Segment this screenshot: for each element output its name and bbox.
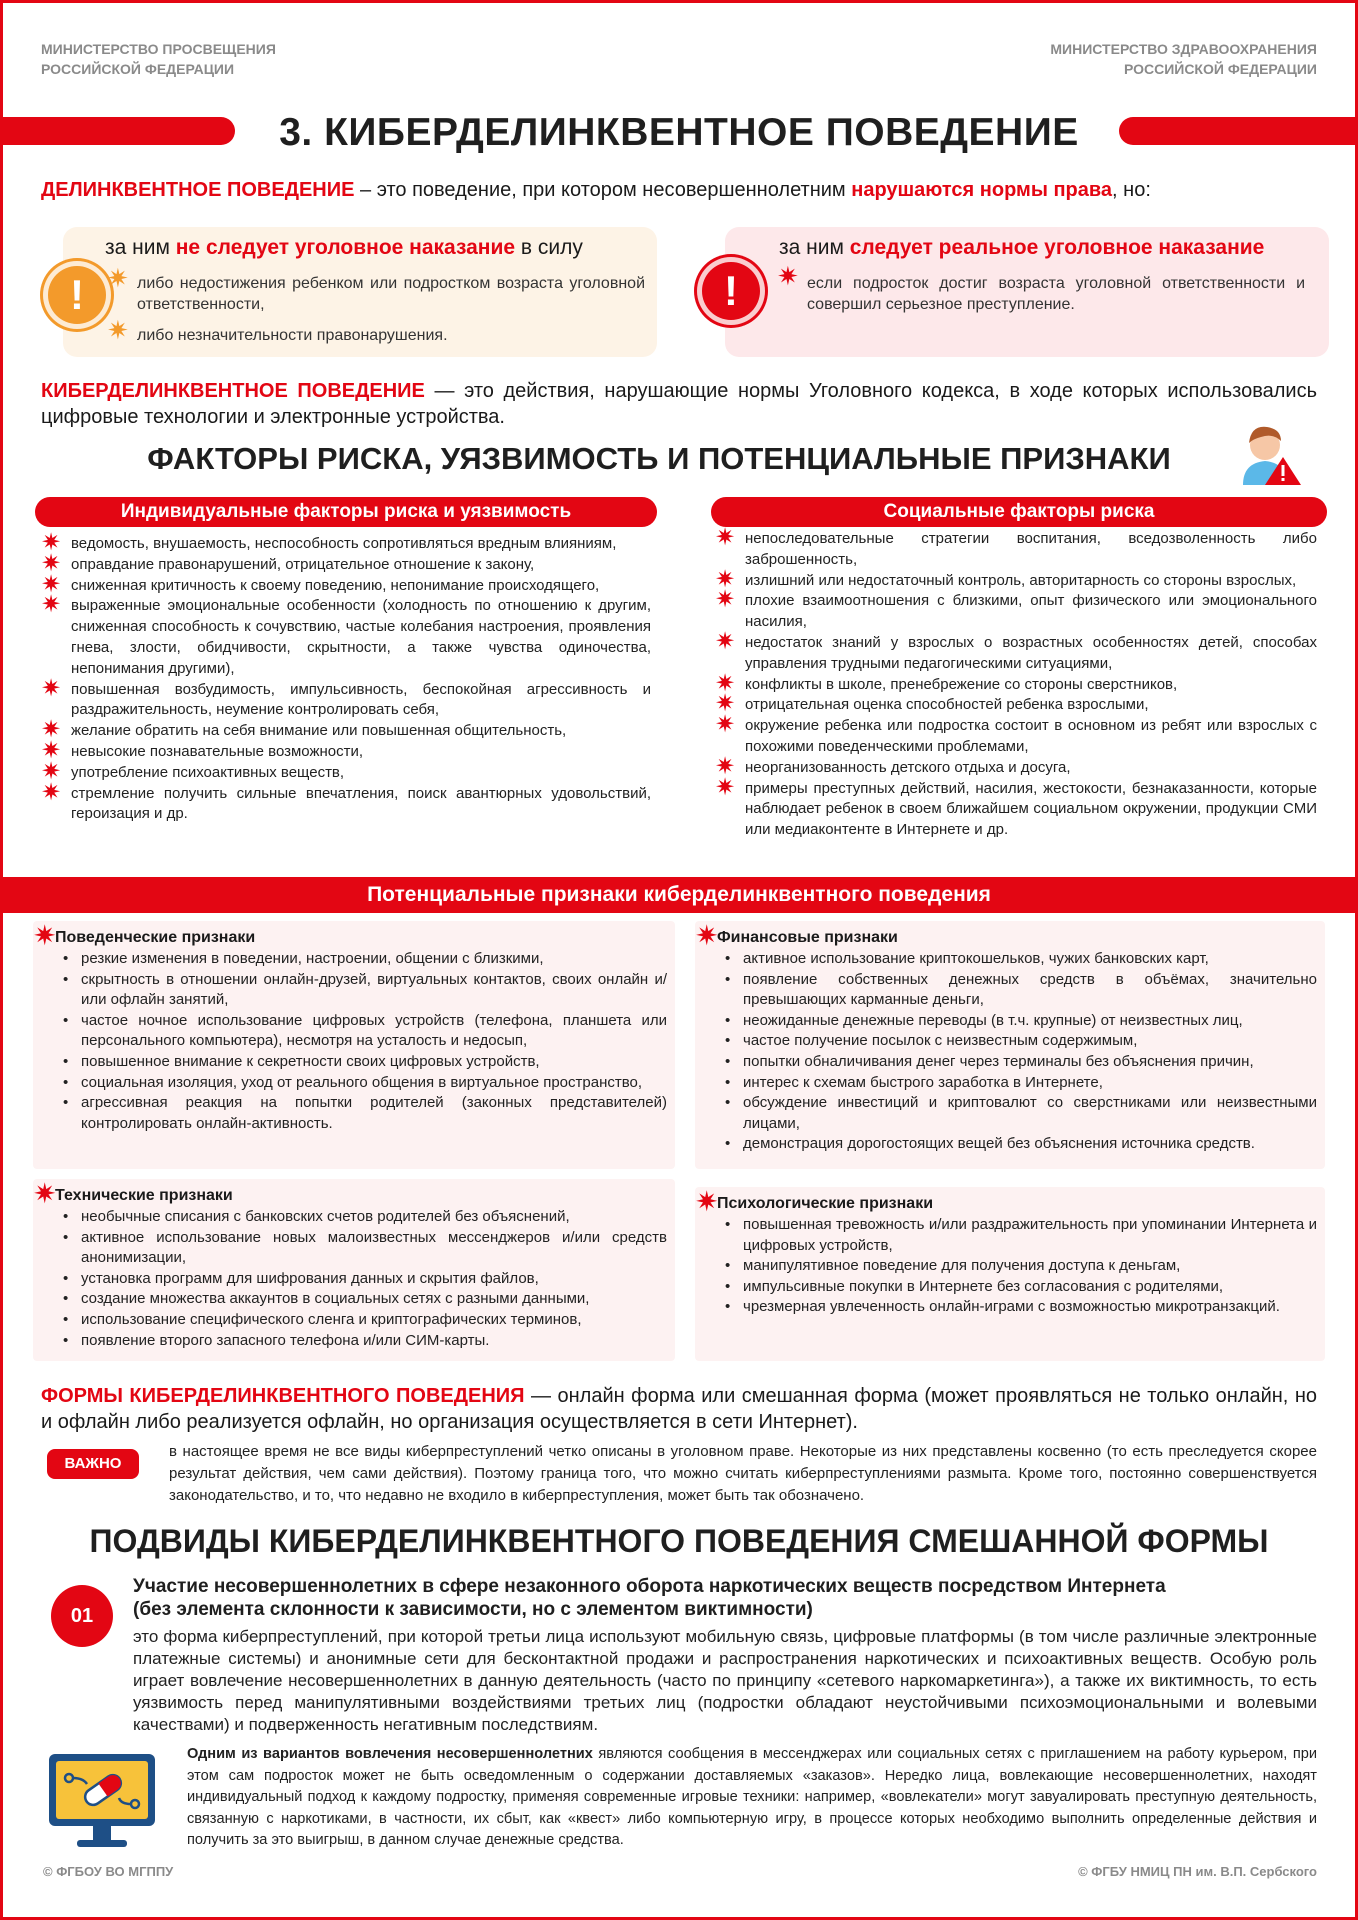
- individual-item-8: стремление получить сильные впечатления, поиск авантюрных удовольствий, героизация и др.: [71, 784, 651, 823]
- social-item-8: примеры преступных действий, насилия, жестокости, безнаказанности, которые наблюдает ребенок в своем ближайшем социальном окружении, продукции СМИ или медиаконтенте в Интернете и др.: [745, 779, 1317, 839]
- delinquent-text: – это поведение, при котором несовершеннолетним: [354, 179, 852, 201]
- card-right-head-key: следует реальное уголовное наказание: [849, 236, 1265, 259]
- no-punishment-heading: [105, 235, 583, 261]
- behavioral-signs-box: [33, 921, 675, 1169]
- list-item: • демонстрация дорогостоящих вещей без объяснения источника средств.: [715, 1134, 1317, 1155]
- list-item: • агрессивная реакция на попытки родителей (законных представителей) контролировать онлайн-активность.: [53, 1093, 667, 1134]
- ministry-health-label: [1050, 39, 1317, 79]
- list-item: [39, 757, 651, 785]
- psychological-signs-title: Психологические признаки: [717, 1195, 934, 1212]
- sparkle-icon: ✷: [695, 920, 719, 951]
- individual-item-5: желание обратить на себя внимание или повышенная общительность,: [71, 722, 567, 740]
- potential-signs-band: Потенциальные признаки киберделинквентного поведения: [3, 877, 1355, 913]
- behavioral-signs-list: [53, 949, 667, 1134]
- list-item: [713, 524, 1317, 571]
- cyber-term: КИБЕРДЕЛИНКВЕНТНОЕ ПОВЕДЕНИЕ: [41, 380, 425, 402]
- ministry-left-line1: МИНИСТЕРСТВО ПРОСВЕЩЕНИЯ: [41, 41, 276, 57]
- list-item: [713, 586, 1317, 633]
- technical-signs-box: [33, 1179, 675, 1361]
- financial-signs-box: [695, 921, 1325, 1169]
- person-warning-icon: [1233, 417, 1305, 487]
- list-item: [39, 674, 651, 722]
- forms-definition: [41, 1383, 1317, 1435]
- list-item: [39, 549, 651, 577]
- sparkle-icon: ✷: [41, 591, 62, 619]
- ministry-education-label: [41, 39, 276, 79]
- individual-item-6: невысокие познавательные возможности,: [71, 742, 364, 760]
- warning-icon: !: [43, 261, 111, 329]
- social-factors-title: Социальные факторы риска: [711, 497, 1327, 527]
- delinquent-text-end: , но:: [1112, 179, 1151, 201]
- list-item: • интерес к схемам быстрого заработка в Интернете,: [715, 1073, 1317, 1094]
- social-item-2: плохие взаимоотношения с близкими, опыт физического или эмоционального насилия,: [745, 592, 1317, 631]
- social-item-4: конфликты в школе, пренебрежение со стороны сверстников,: [745, 675, 1178, 693]
- list-item: • установка программ для шифрования данных и скрытия файлов,: [53, 1269, 667, 1290]
- social-item-3: недостаток знаний у взрослых о возрастных особенностях детей, способах управления трудными педагогическими ситуациями,: [745, 633, 1317, 672]
- list-item: • попытки обналичивания денег через терминалы без объяснения причин,: [715, 1052, 1317, 1073]
- list-item: • активное использование новых малоизвестных мессенджеров и/или средств анонимизации,: [53, 1228, 667, 1269]
- sparkle-icon: ✷: [695, 1186, 719, 1217]
- sparkle-icon: ✷: [41, 736, 62, 764]
- behavioral-signs-title: Поведенческие признаки: [55, 929, 256, 946]
- sparkle-icon: ✷: [715, 524, 736, 551]
- warning-icon: !: [697, 257, 765, 325]
- list-item: [39, 529, 651, 556]
- list-item: • чрезмерная увлеченность онлайн-играми с возможностью микротранзакций.: [715, 1297, 1317, 1318]
- list-item: [713, 690, 1317, 718]
- sparkle-icon: ✷: [41, 570, 62, 598]
- psychological-signs-box: [695, 1187, 1325, 1361]
- subtypes-title: ПОДВИДЫ КИБЕРДЕЛИНКВЕНТНОГО ПОВЕДЕНИЯ СМЕШАННОЙ ФОРМЫ: [89, 1523, 1269, 1559]
- individual-item-0: ведомость, внушаемость, неспособность сопротивляться вредным влияниям,: [71, 535, 617, 552]
- list-item: • появление второго запасного телефона и/или СИМ-карты.: [53, 1331, 667, 1352]
- list-item: • создание множества аккаунтов в социальных сетях с разными данными,: [53, 1289, 667, 1310]
- real-punishment-item: если подросток достиг возраста уголовной ответственности и совершил серьезное преступление.: [807, 275, 1305, 313]
- social-item-6: окружение ребенка или подростка состоит в основном из ребят или взрослых с похожими поведенческими проблемами,: [745, 717, 1317, 755]
- individual-item-4: повышенная возбудимость, импульсивность, беспокойная агрессивность и раздражительность, неумение контролировать себя,: [71, 680, 651, 719]
- list-item: [39, 736, 651, 764]
- individual-item-2: сниженная критичность к своему поведению, непонимание происходящего,: [71, 576, 600, 594]
- list-item: • частое ночное использование цифровых устройств (телефона, планшета или персонального компьютера), несмотря на усталость и недосып,: [53, 1011, 667, 1052]
- list-item: • неожиданные денежные переводы (в т.ч. крупные) от неизвестных лиц,: [715, 1011, 1317, 1032]
- list-item: • скрытность в отношении онлайн-друзей, виртуальных контактов, своих онлайн и/или офлайн занятий,: [53, 970, 667, 1011]
- technical-signs-list: [53, 1207, 667, 1351]
- sparkle-icon: ✷: [715, 711, 736, 739]
- social-item-0: непоследовательные стратегии воспитания, вседозволенность либо заброшенность,: [745, 530, 1317, 568]
- sparkle-icon: ✷: [41, 549, 62, 577]
- sparkle-icon: ✷: [41, 716, 62, 744]
- variant-bold: Одним из вариантов вовлечения несовершеннолетних: [187, 1746, 593, 1762]
- list-item: [39, 778, 651, 826]
- sparkle-icon: ✷: [715, 669, 736, 697]
- card-right-head-pre: за ним: [779, 236, 850, 259]
- sparkle-icon: ✷: [41, 674, 62, 702]
- sparkle-icon: ✷: [777, 261, 799, 291]
- sparkle-icon: ✷: [41, 529, 62, 556]
- list-item: • повышенная тревожность и/или раздражительность при упоминании Интернета и цифровых устройств,: [715, 1215, 1317, 1256]
- sparkle-icon: ✷: [715, 565, 736, 593]
- involvement-variant-text: [187, 1744, 1317, 1852]
- psychological-signs-list: [715, 1215, 1317, 1318]
- card-left-head-key: не следует уголовное наказание: [175, 236, 516, 259]
- list-item: • использование специфического сленга и криптографических терминов,: [53, 1310, 667, 1331]
- cyber-text: — это действия, нарушающие нормы Уголовного кодекса, в ходе которых использовались цифровые технологии и электронные устройства.: [41, 380, 1317, 428]
- list-item: [713, 711, 1317, 758]
- individual-factors-list: [39, 529, 651, 825]
- sparkle-icon: ✷: [33, 1178, 57, 1209]
- title-bar: [3, 111, 1355, 157]
- individual-factors-title: Индивидуальные факторы риска и уязвимость: [35, 497, 657, 527]
- social-item-5: отрицательная оценка способностей ребенка взрослыми,: [745, 696, 1149, 714]
- delinquent-definition: [41, 177, 1317, 203]
- footer-copyright-left: © ФГБОУ ВО МГППУ: [43, 1864, 174, 1879]
- page-title: 3. КИБЕРДЕЛИНКВЕНТНОЕ ПОВЕДЕНИЕ: [279, 111, 1079, 154]
- social-factors-list: [713, 524, 1317, 841]
- list-item: [713, 752, 1317, 780]
- technical-signs-title: Технические признаки: [55, 1187, 233, 1204]
- sparkle-icon: ✷: [715, 752, 736, 780]
- sparkle-icon: ✷: [107, 263, 129, 293]
- important-note: в настоящее время не все виды киберпреступлений четко описаны в уголовном праве. Некоторые из них представлены косвенно (то есть преследуется скорее результат действия, чем сами действия). Поэтому граница того, что можно считать киберпреступлениями размыта. Кроме того, постоянно совершенствуется законодательство, и то, что недавно не входило в киберпреступления, может быть так обозначено.: [169, 1443, 1317, 1504]
- delinquent-highlight: нарушаются нормы права: [851, 179, 1113, 201]
- individual-item-7: употребление психоактивных веществ,: [71, 763, 345, 781]
- variant-text: являются сообщения в мессенджерах или социальных сетях с приглашением на работу курьером, при этом сам подросток может не быть осведомленным о содержании доставляемых «заказов». Нередко лица, вовлекающие несовершеннолетних, находят индивидуальный подход к каждому подростку, применяя современные игровые техники: например, «вовлекатели» могут завуалировать преступную деятельность, связанную с наркотиками, в частности, их сбыт, как «квест» либо компьютерную игру, в процессе которых необходимо выполнить определенные действия и получить за это выигрыш, в данном случае денежные средства.: [187, 1746, 1317, 1849]
- ministry-left-line2: РОССИЙСКОЙ ФЕДЕРАЦИИ: [41, 61, 235, 77]
- individual-item-1: оправдание правонарушений, отрицательное отношение к закону,: [71, 555, 535, 573]
- list-item: • появление собственных денежных средств в объёмах, значительно превышающих карманные деньги,: [715, 970, 1317, 1011]
- social-item-7: неорганизованность детского отдыха и досуга,: [745, 758, 1071, 776]
- subtype-heading: [133, 1575, 1315, 1621]
- list-item: • манипулятивное поведение для получения доступа к деньгам,: [715, 1256, 1317, 1277]
- subtype-number: 01: [51, 1585, 113, 1647]
- subtype-body: это форма киберпреступлений, при которой третьи лица используют мобильную связь, цифровые платформы (в том числе различные электронные платежные системы) и анонимные сети для бесконтактной продажи и распространения наркотических и психоактивных веществ. Особую роль играет вовлечение несовершеннолетних в данную деятельность (часто по принципу «сетевого наркомаркетинга»), а также их виктимность, то есть уязвимость перед манипулятивными воздействиями третьих лиц (подростки обладают неустойчивыми психоэмоциональными и волевыми качествами) и подверженность негативным последствиям.: [133, 1627, 1317, 1734]
- delinquent-term: ДЕЛИНКВЕНТНОЕ ПОВЕДЕНИЕ: [41, 179, 355, 201]
- forms-term: ФОРМЫ КИБЕРДЕЛИНКВЕНТНОГО ПОВЕДЕНИЯ: [41, 1385, 525, 1407]
- important-badge: ВАЖНО: [47, 1449, 139, 1479]
- subtype-heading-line1: Участие несовершеннолетних в сфере незаконного оборота наркотических веществ посредством Интернета: [133, 1576, 1166, 1597]
- card-left-head-post: в силу: [515, 236, 583, 259]
- list-item: • необычные списания с банковских счетов родителей без объяснений,: [53, 1207, 667, 1228]
- list-item: [713, 669, 1317, 697]
- sparkle-icon: ✷: [715, 690, 736, 718]
- sparkle-icon: ✷: [41, 757, 62, 785]
- real-punishment-heading: [779, 235, 1264, 261]
- sparkle-icon: ✷: [107, 315, 129, 345]
- list-item: • обсуждение инвестиций и криптовалют со сверстниками или неизвестными лицами,: [715, 1093, 1317, 1134]
- forms-text: — онлайн форма или смешанная форма (может проявляться не только онлайн, но и офлайн либо реализуется офлайн, но организация осуществляется в сети Интернет).: [41, 1385, 1317, 1433]
- no-punishment-card: [63, 227, 657, 357]
- list-item: [713, 627, 1317, 675]
- sparkle-icon: ✷: [715, 627, 736, 655]
- risk-section-title: ФАКТОРЫ РИСКА, УЯЗВИМОСТЬ И ПОТЕНЦИАЛЬНЫЕ ПРИЗНАКИ: [147, 441, 1171, 476]
- list-item: [713, 773, 1317, 841]
- list-item: • импульсивные покупки в Интернете без согласования с родителями,: [715, 1277, 1317, 1298]
- list-item: • частое получение посылок с неизвестным содержимым,: [715, 1031, 1317, 1052]
- ministry-right-line1: МИНИСТЕРСТВО ЗДРАВООХРАНЕНИЯ: [1050, 41, 1317, 57]
- real-punishment-card: [725, 227, 1329, 357]
- monitor-pill-icon: [43, 1748, 161, 1852]
- financial-signs-title: Финансовые признаки: [717, 929, 898, 946]
- no-punishment-item: либо недостижения ребенком или подростком возраста уголовной ответственности,: [137, 275, 645, 313]
- no-punishment-item: либо незначительности правонарушения.: [137, 327, 448, 344]
- list-item: [39, 570, 651, 598]
- list-item: • повышенное внимание к секретности своих цифровых устройств,: [53, 1052, 667, 1073]
- ministry-right-line2: РОССИЙСКОЙ ФЕДЕРАЦИИ: [1123, 61, 1317, 77]
- individual-item-3: выраженные эмоциональные особенности (холодность по отношению к другим, сниженная способность к сочувствию, частые колебания настроения, проявления гнева, злости, обидчивости, скрытности, а также чувства одиночества, непонимания другими),: [71, 597, 651, 677]
- sparkle-icon: ✷: [41, 778, 62, 806]
- card-left-head-pre: за ним: [105, 236, 176, 259]
- sparkle-icon: ✷: [33, 920, 57, 951]
- list-item: • социальная изоляция, уход от реального общения в виртуальное пространство,: [53, 1073, 667, 1094]
- list-item: • резкие изменения в поведении, настроении, общении с близкими,: [53, 949, 667, 970]
- social-item-1: излишний или недостаточный контроль, авторитарность со стороны взрослых,: [745, 571, 1297, 589]
- sparkle-icon: ✷: [715, 586, 736, 614]
- sparkle-icon: ✷: [715, 773, 736, 801]
- list-item: [39, 716, 651, 744]
- list-item: [713, 565, 1317, 593]
- list-item: [39, 591, 651, 679]
- financial-signs-list: [715, 949, 1317, 1155]
- subtype-heading-line2: (без элемента склонности к зависимости, но с элементом виктимности): [133, 1599, 813, 1620]
- footer-copyright-right: © ФГБУ НМИЦ ПН им. В.П. Сербского: [1078, 1864, 1317, 1879]
- cyberdelinquent-definition: [41, 378, 1317, 430]
- list-item: • активное использование криптокошельков, чужих банковских карт,: [715, 949, 1317, 970]
